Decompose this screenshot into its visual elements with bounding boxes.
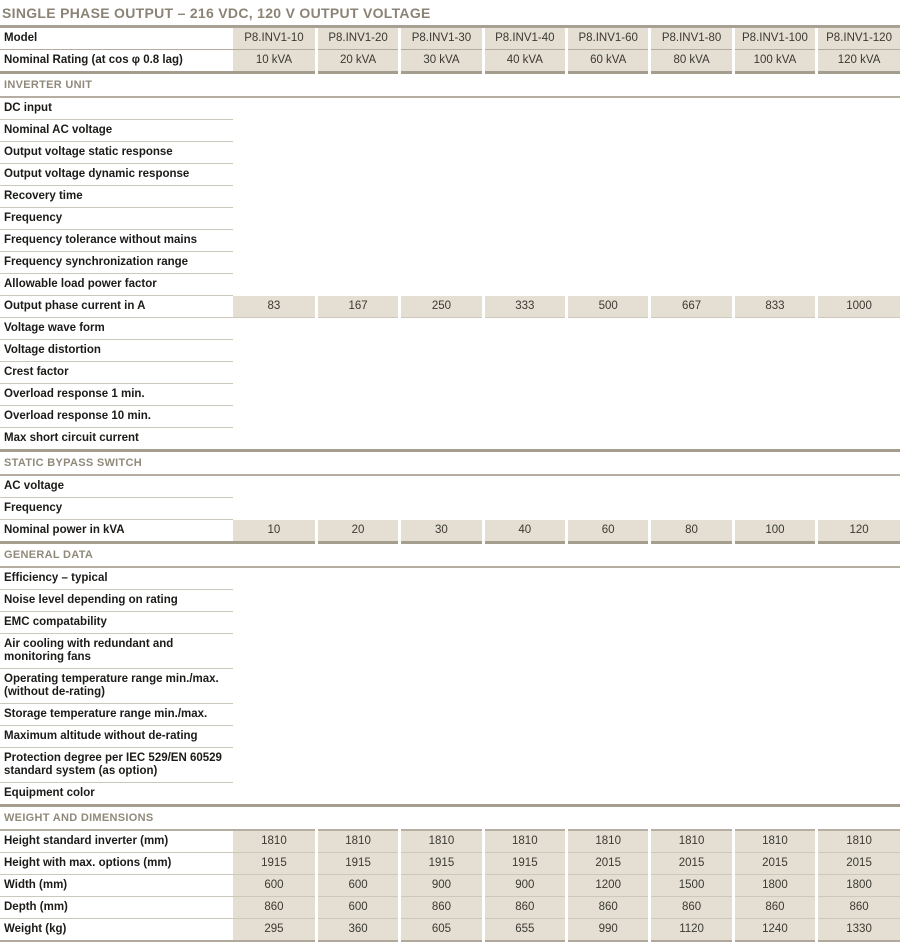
value-cell: 1800 [817,875,900,897]
value-cell: 10 kVA [233,50,316,73]
value-cell: 990 [567,919,650,942]
value-cell: 860 [483,897,566,919]
value-cell: 860 [233,897,316,919]
row-label: Voltage wave form [0,318,233,340]
spec-row [0,406,900,428]
value-cell: 1500 [650,875,733,897]
value-cell: 120 [817,520,900,543]
value-cell: P8.INV1-80 [650,28,733,50]
value-cell: 80 [650,520,733,543]
value-cell: 2015 [733,853,816,875]
value-cell: 900 [483,875,566,897]
spec-row [0,164,900,186]
value-cell: 500 [567,296,650,318]
value-cell: 860 [817,897,900,919]
spec-row [0,726,900,748]
value-cell: P8.INV1-100 [733,28,816,50]
spec-row [0,97,900,120]
row-label: Equipment color [0,783,233,806]
spec-row [0,875,900,897]
row-label: Max short circuit current [0,428,233,451]
row-label: Storage temperature range min./max. [0,704,233,726]
value-cell: 80 kVA [650,50,733,73]
spec-row [0,230,900,252]
value-cell: 1810 [400,830,483,853]
spec-row [0,142,900,164]
value-cell: 2015 [650,853,733,875]
value-cell: 1810 [733,830,816,853]
section-header-row [0,73,900,98]
row-label: Recovery time [0,186,233,208]
spec-row [0,567,900,590]
page-title: SINGLE PHASE OUTPUT – 216 VDC, 120 V OUTPUT VOLTAGE [0,3,900,28]
value-cell: 900 [400,875,483,897]
value-cell: 1915 [233,853,316,875]
section-header-label: STATIC BYPASS SWITCH [0,451,900,476]
section-header-row [0,451,900,476]
row-label: Frequency synchronization range [0,252,233,274]
row-label: Height with max. options (mm) [0,853,233,875]
row-label: DC input [0,97,233,120]
row-label: EMC compatability [0,612,233,634]
spec-row [0,498,900,520]
value-cell: P8.INV1-20 [316,28,399,50]
spec-row [0,274,900,296]
spec-row [0,208,900,230]
value-cell: 1810 [316,830,399,853]
spec-table-body [0,28,900,941]
spec-row [0,428,900,451]
spec-row [0,318,900,340]
value-cell: 860 [567,897,650,919]
spec-row [0,120,900,142]
row-label: AC voltage [0,475,233,498]
value-cell: 60 kVA [567,50,650,73]
section-header-row [0,806,900,831]
row-label: Nominal AC voltage [0,120,233,142]
spec-row [0,362,900,384]
value-cell: 2015 [567,853,650,875]
value-cell: 120 kVA [817,50,900,73]
value-cell: 333 [483,296,566,318]
spec-row [0,634,900,669]
value-cell: 1810 [650,830,733,853]
value-cell: 20 kVA [316,50,399,73]
spec-row [0,853,900,875]
row-label: Air cooling with redundant and monitoring fans [0,634,233,669]
value-cell: 1915 [400,853,483,875]
row-label: Efficiency – typical [0,567,233,590]
value-cell: 83 [233,296,316,318]
spec-row [0,384,900,406]
value-cell: 100 [733,520,816,543]
row-label: Allowable load power factor [0,274,233,296]
row-label: Frequency [0,498,233,520]
spec-row [0,340,900,362]
row-label: Nominal Rating (at cos φ 0.8 lag) [0,50,233,73]
value-cell: 30 [400,520,483,543]
value-cell: 360 [316,919,399,942]
row-label: Frequency [0,208,233,230]
value-cell: 860 [733,897,816,919]
row-label: Overload response 1 min. [0,384,233,406]
spec-row [0,783,900,806]
value-cell: 1810 [483,830,566,853]
value-cell: 40 kVA [483,50,566,73]
value-cell: P8.INV1-10 [233,28,316,50]
spec-row [0,704,900,726]
row-label: Output voltage dynamic response [0,164,233,186]
value-cell: 20 [316,520,399,543]
spec-row [0,475,900,498]
spec-row [0,669,900,704]
row-label: Model [0,28,233,50]
value-cell: 167 [316,296,399,318]
value-cell: 1240 [733,919,816,942]
value-cell: 655 [483,919,566,942]
section-header-row [0,543,900,568]
section-header-label: WEIGHT AND DIMENSIONS [0,806,900,831]
value-cell: P8.INV1-40 [483,28,566,50]
value-cell: P8.INV1-120 [817,28,900,50]
value-cell: 1000 [817,296,900,318]
value-cell: 860 [400,897,483,919]
value-cell: 100 kVA [733,50,816,73]
value-cell: 60 [567,520,650,543]
nominal-rating-row [0,50,900,73]
row-label: Maximum altitude without de-rating [0,726,233,748]
row-label: Frequency tolerance without mains [0,230,233,252]
spec-row [0,520,900,543]
spec-table [0,28,900,942]
model-row [0,28,900,50]
section-header-label: INVERTER UNIT [0,73,900,98]
value-cell: 1200 [567,875,650,897]
spec-row [0,830,900,853]
spec-row [0,296,900,318]
row-label: Width (mm) [0,875,233,897]
row-label: Crest factor [0,362,233,384]
spec-row [0,590,900,612]
value-cell: 833 [733,296,816,318]
row-label: Voltage distortion [0,340,233,362]
value-cell: 600 [316,897,399,919]
row-label: Weight (kg) [0,919,233,942]
value-cell: 600 [233,875,316,897]
spec-row [0,897,900,919]
row-label: Operating temperature range min./max. (without de-rating) [0,669,233,704]
row-label: Protection degree per IEC 529/EN 60529 standard system (as option) [0,748,233,783]
value-cell: 1120 [650,919,733,942]
value-cell: 1915 [316,853,399,875]
value-cell: 1810 [567,830,650,853]
value-cell: 667 [650,296,733,318]
value-cell: 30 kVA [400,50,483,73]
value-cell: 1330 [817,919,900,942]
value-cell: 250 [400,296,483,318]
row-label: Height standard inverter (mm) [0,830,233,853]
spec-row [0,252,900,274]
value-cell: 600 [316,875,399,897]
value-cell: 40 [483,520,566,543]
row-label: Overload response 10 min. [0,406,233,428]
value-cell: 10 [233,520,316,543]
value-cell: 1810 [233,830,316,853]
value-cell: 295 [233,919,316,942]
row-label: Depth (mm) [0,897,233,919]
value-cell: 1800 [733,875,816,897]
section-header-label: GENERAL DATA [0,543,900,568]
row-label: Output voltage static response [0,142,233,164]
spec-row [0,919,900,942]
spec-row [0,748,900,783]
value-cell: P8.INV1-30 [400,28,483,50]
value-cell: 2015 [817,853,900,875]
row-label: Nominal power in kVA [0,520,233,543]
value-cell: 1915 [483,853,566,875]
value-cell: 860 [650,897,733,919]
value-cell: P8.INV1-60 [567,28,650,50]
spec-row [0,186,900,208]
row-label: Noise level depending on rating [0,590,233,612]
row-label: Output phase current in A [0,296,233,318]
spec-row [0,612,900,634]
value-cell: 605 [400,919,483,942]
value-cell: 1810 [817,830,900,853]
